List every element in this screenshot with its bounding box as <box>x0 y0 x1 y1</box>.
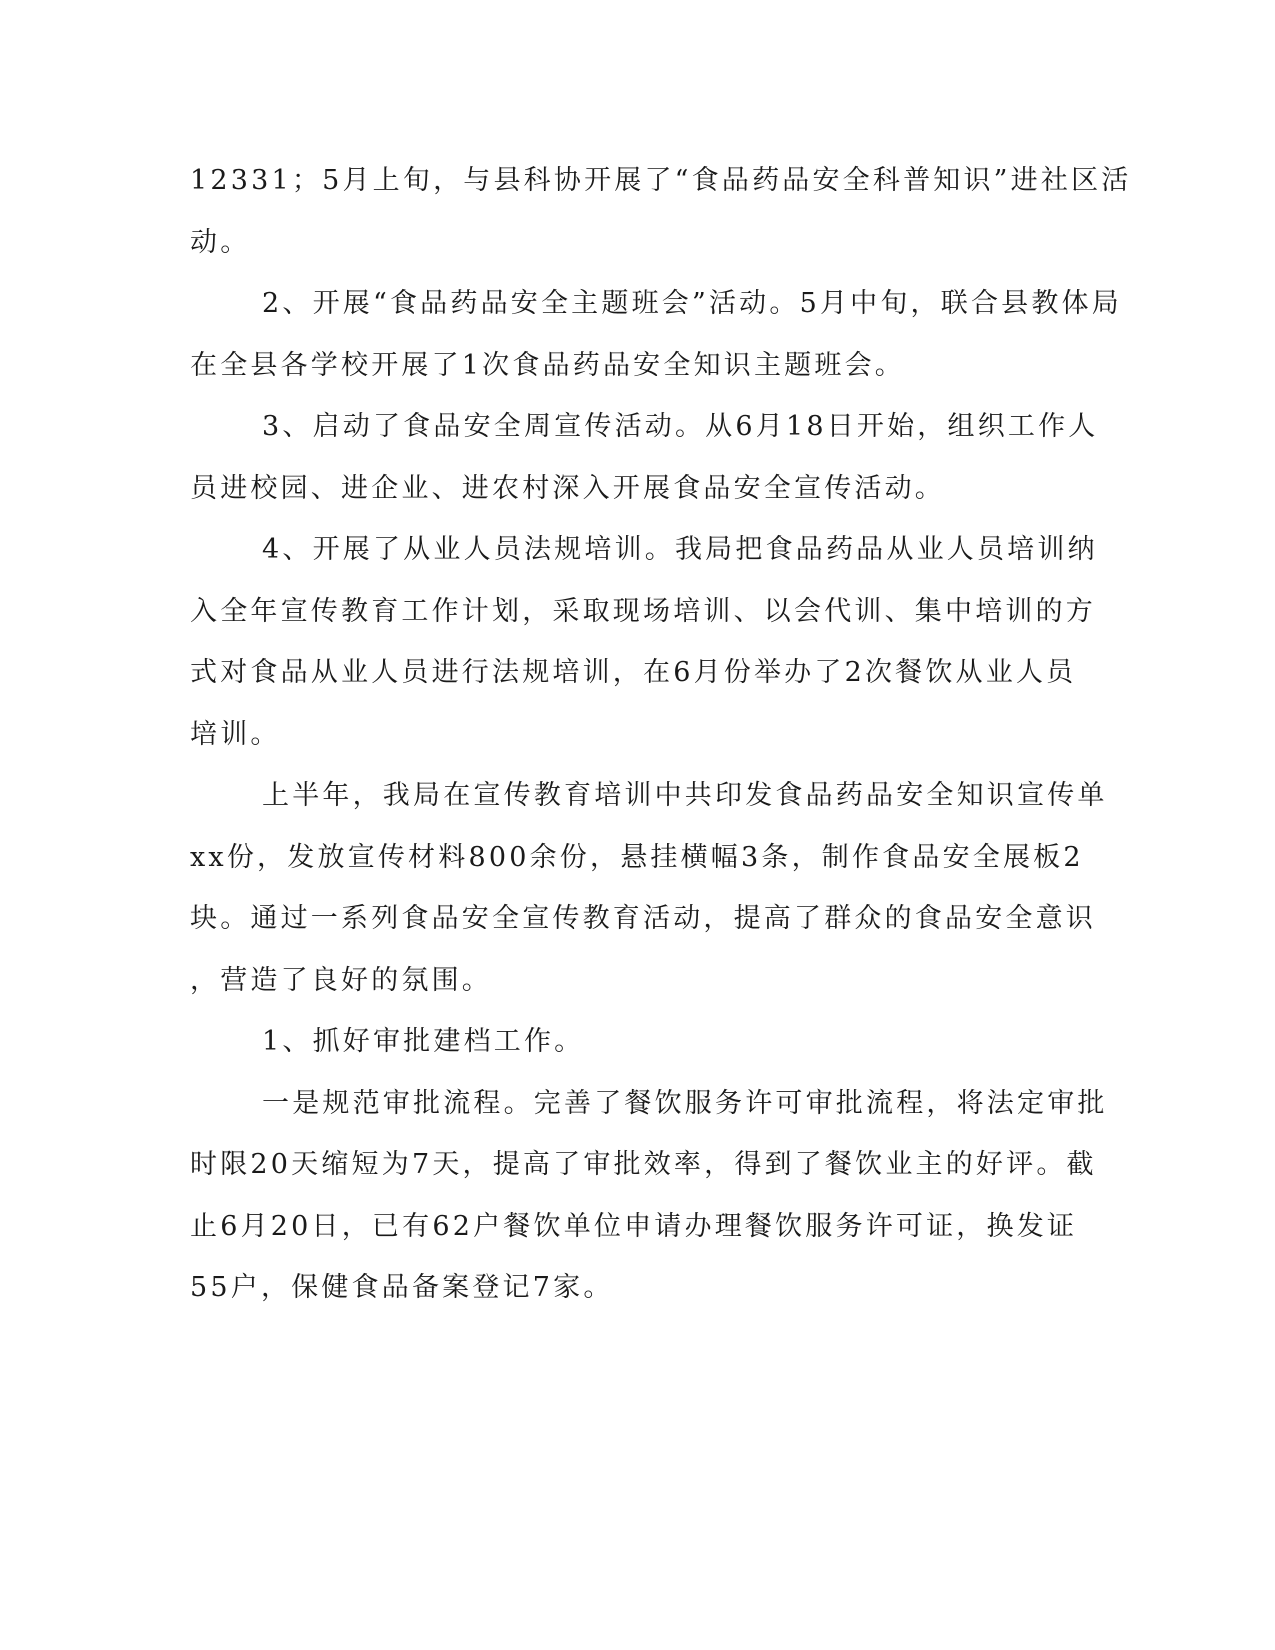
text-line: 在全县各学校开展了1次食品药品安全知识主题班会。 <box>190 349 905 381</box>
text-line: 1、抓好审批建档工作。 <box>262 1026 585 1057</box>
text-line: 上半年，我局在宣传教育培训中共印发食品药品安全知识宣传单 <box>262 780 1108 811</box>
body-text <box>190 150 1132 1319</box>
text-line: 式对食品从业人员进行法规培训，在6月份举办了2次餐饮从业人员 <box>190 657 1077 688</box>
text-line: 入全年宣传教育工作计划，采取现场培训、以会代训、集中培训的方 <box>190 595 1096 627</box>
text-line: 2、开展“食品药品安全主题班会”活动。5月中旬，联合县教体局 <box>262 288 1122 319</box>
text-line: 员进校园、进企业、进农村深入开展食品安全宣传活动。 <box>190 472 945 504</box>
text-line: 55户，保健食品备案登记7家。 <box>190 1272 614 1303</box>
text-line: 培训。 <box>190 718 281 750</box>
text-line: 4、开展了从业人员法规培训。我局把食品药品从业人员培训纳 <box>262 534 1098 565</box>
text-line: xx份，发放宣传材料800余份，悬挂横幅3条，制作食品安全展板2 <box>190 841 1084 873</box>
text-line: 12331；5月上旬，与县科协开展了“食品药品安全科普知识”进社区活 <box>190 165 1132 196</box>
text-line: 一是规范审批流程。完善了餐饮服务许可审批流程，将法定审批 <box>262 1087 1108 1119</box>
text-line: 动。 <box>190 226 251 258</box>
text-line: 止6月20日，已有62户餐饮单位申请办理餐饮服务许可证，换发证 <box>190 1210 1078 1242</box>
text-line: 3、启动了食品安全周宣传活动。从6月18日开始，组织工作人 <box>262 411 1099 442</box>
text-line: ，营造了良好的氛围。 <box>190 964 492 996</box>
text-line: 块。通过一系列食品安全宣传教育活动，提高了群众的食品安全意识 <box>190 903 1096 934</box>
text-line: 时限20天缩短为7天，提高了审批效率，得到了餐饮业主的好评。截 <box>190 1149 1097 1180</box>
